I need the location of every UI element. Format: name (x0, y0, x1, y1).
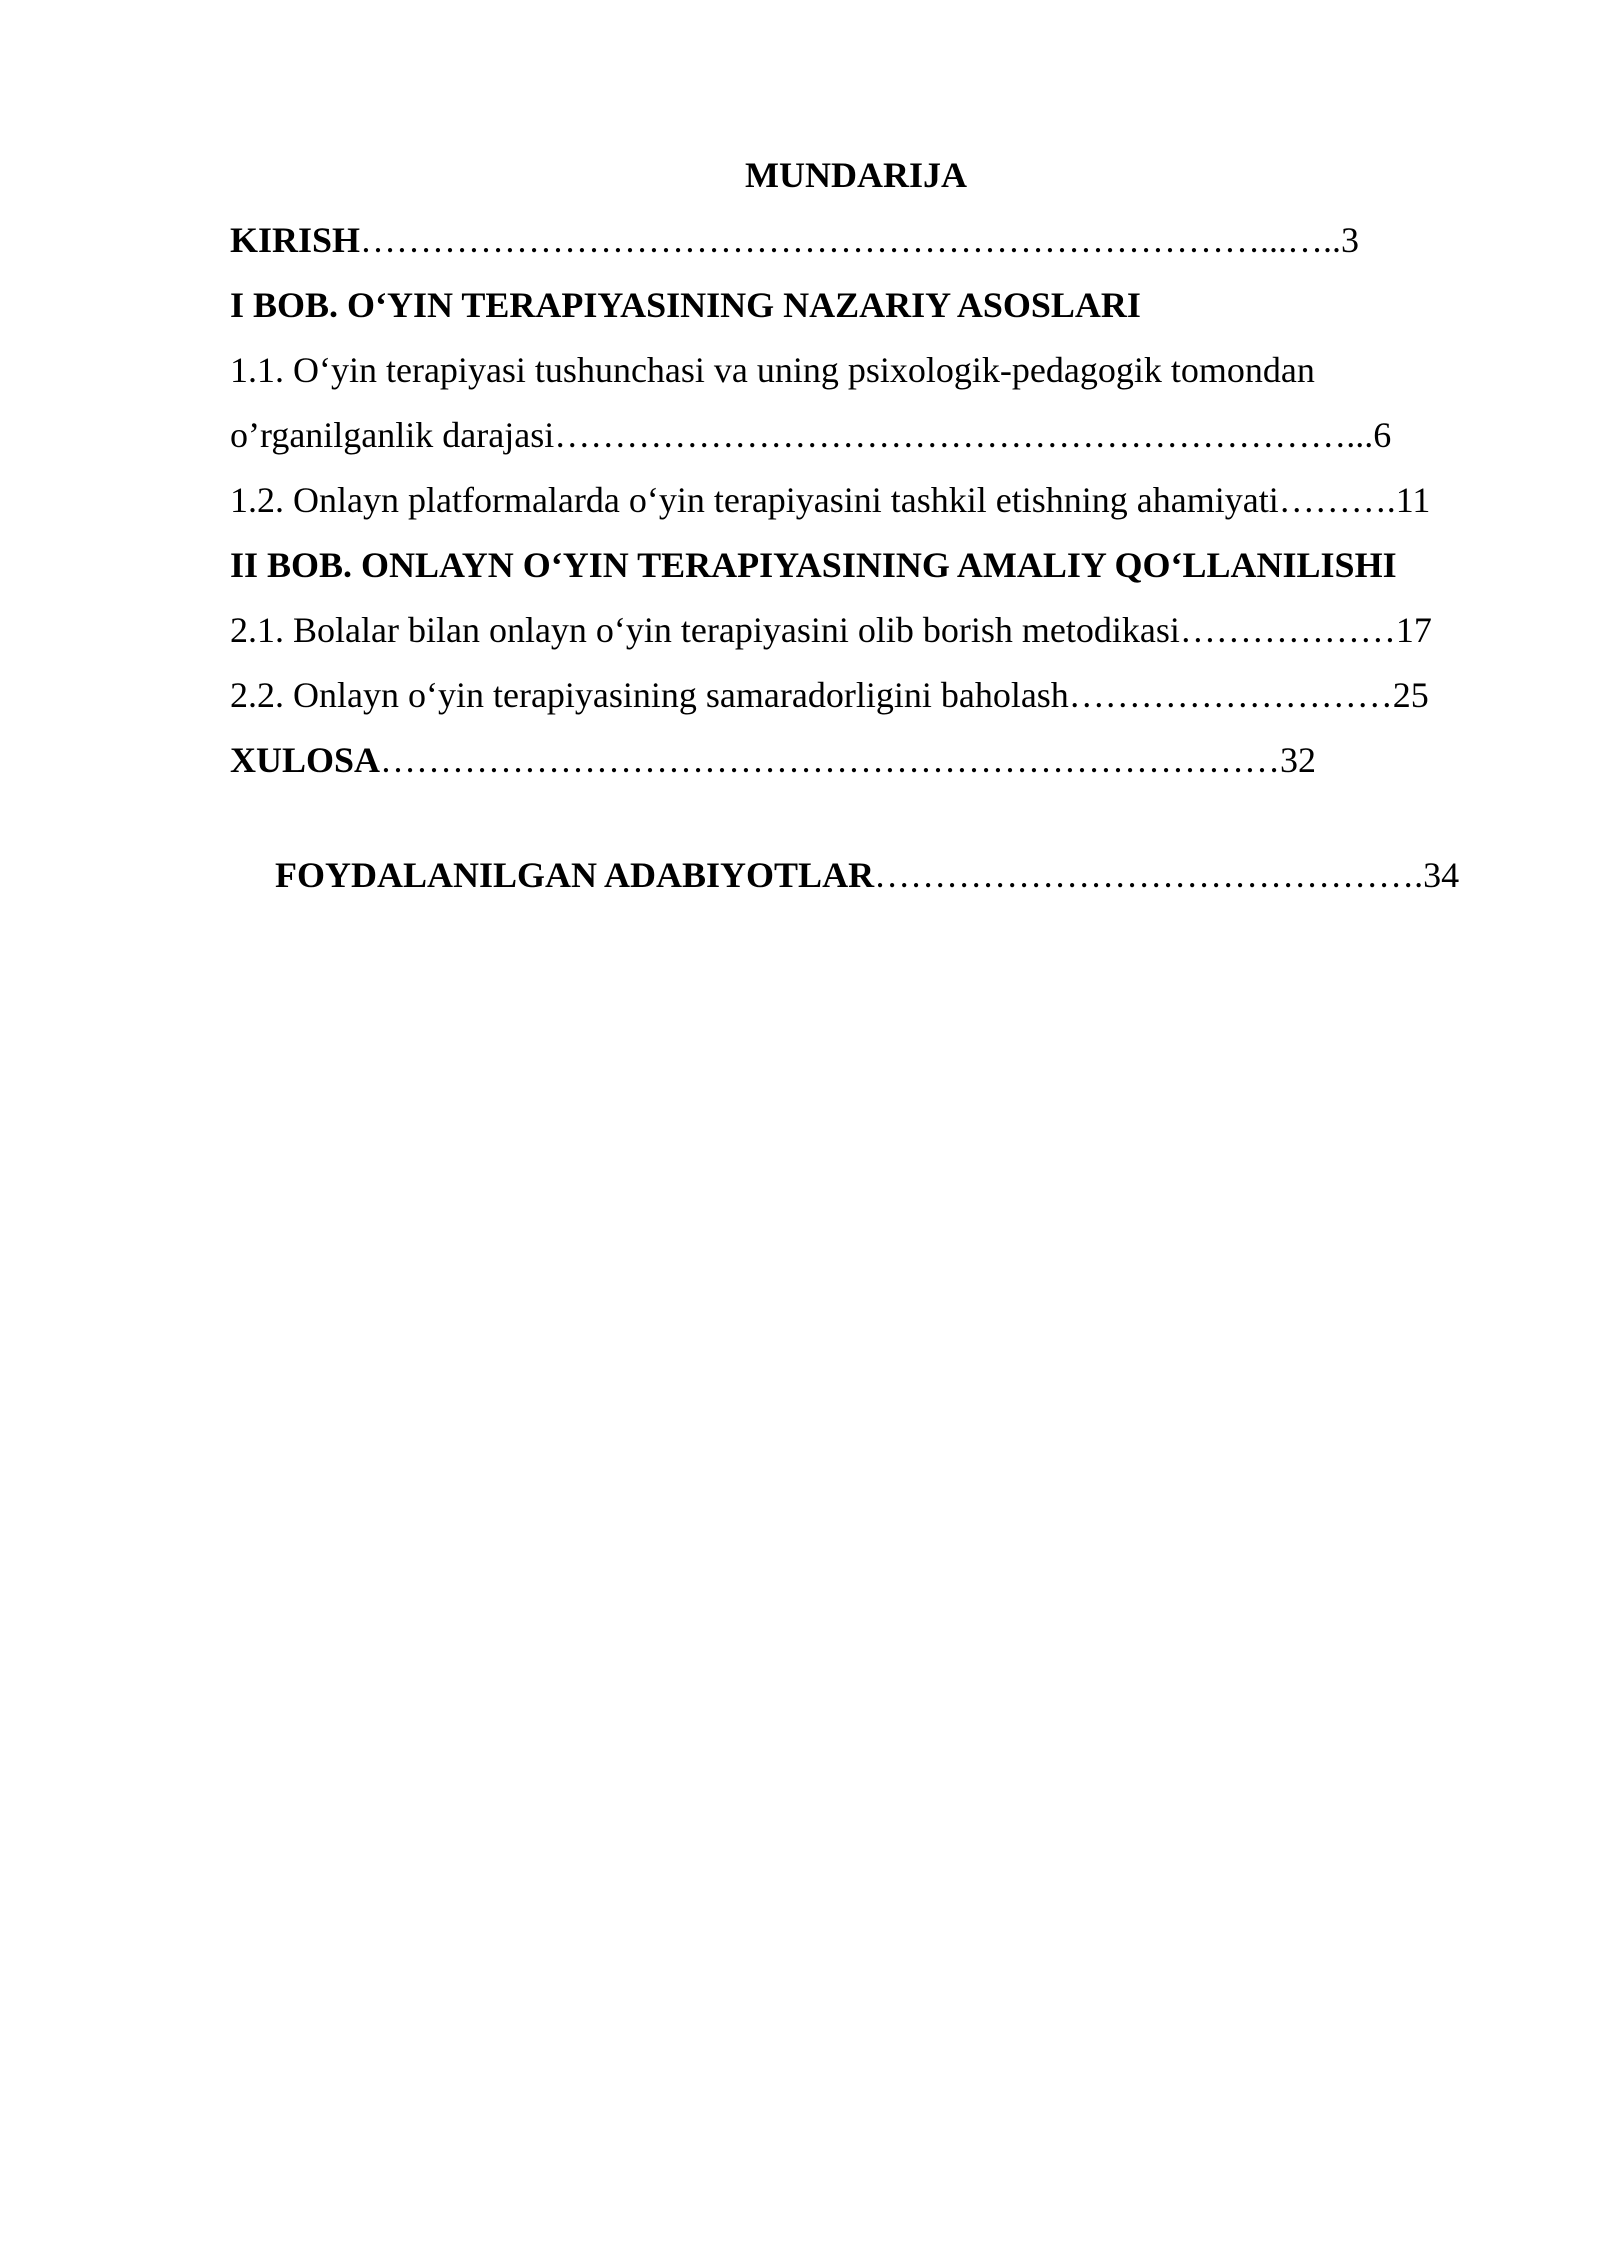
toc-section-2-1: 2.1. Bolalar bilan onlayn o‘yin terapiyasini olib borish metodikasi………………17 (230, 610, 1432, 650)
toc-entry-adabiyotlar (230, 800, 1459, 950)
toc-leader-page: ……………………………………….34 (874, 855, 1460, 895)
toc-heading: KIRISH (230, 220, 361, 260)
toc-entry-xulosa (230, 735, 1316, 785)
toc-section-1-1-cont: o’rganilganlik darajasi…………………………………………………………...6 (230, 415, 1392, 455)
toc-section-1-2: 1.2. Onlayn platformalarda o‘yin terapiyasini tashkil etishning ahamiyati……….11 (230, 480, 1431, 520)
toc-section-1-1: 1.1. O‘yin terapiyasi tushunchasi va uning psixologik-pedagogik tomondan (230, 350, 1315, 390)
toc-entry-kirish (230, 215, 1359, 265)
page-title: MUNDARIJA (745, 155, 967, 195)
toc-leader-page: …………………………………………………………………...…..3 (360, 220, 1360, 260)
toc-heading: FOYDALANILGAN ADABIYOTLAR (266, 855, 875, 895)
toc-section-2-2: 2.2. Onlayn o‘yin terapiyasining samaradorligini baholash………………………25 (230, 675, 1429, 715)
toc-leader-page: …………………………………………………………………32 (380, 740, 1317, 780)
toc-heading: XULOSA (230, 740, 381, 780)
toc-chapter-2: II BOB. ONLAYN O‘YIN TERAPIYASINING AMALIY QO‘LLANILISHI (230, 545, 1397, 585)
toc-chapter-1: I BOB. O‘YIN TERAPIYASINING NAZARIY ASOSLARI (230, 285, 1141, 325)
